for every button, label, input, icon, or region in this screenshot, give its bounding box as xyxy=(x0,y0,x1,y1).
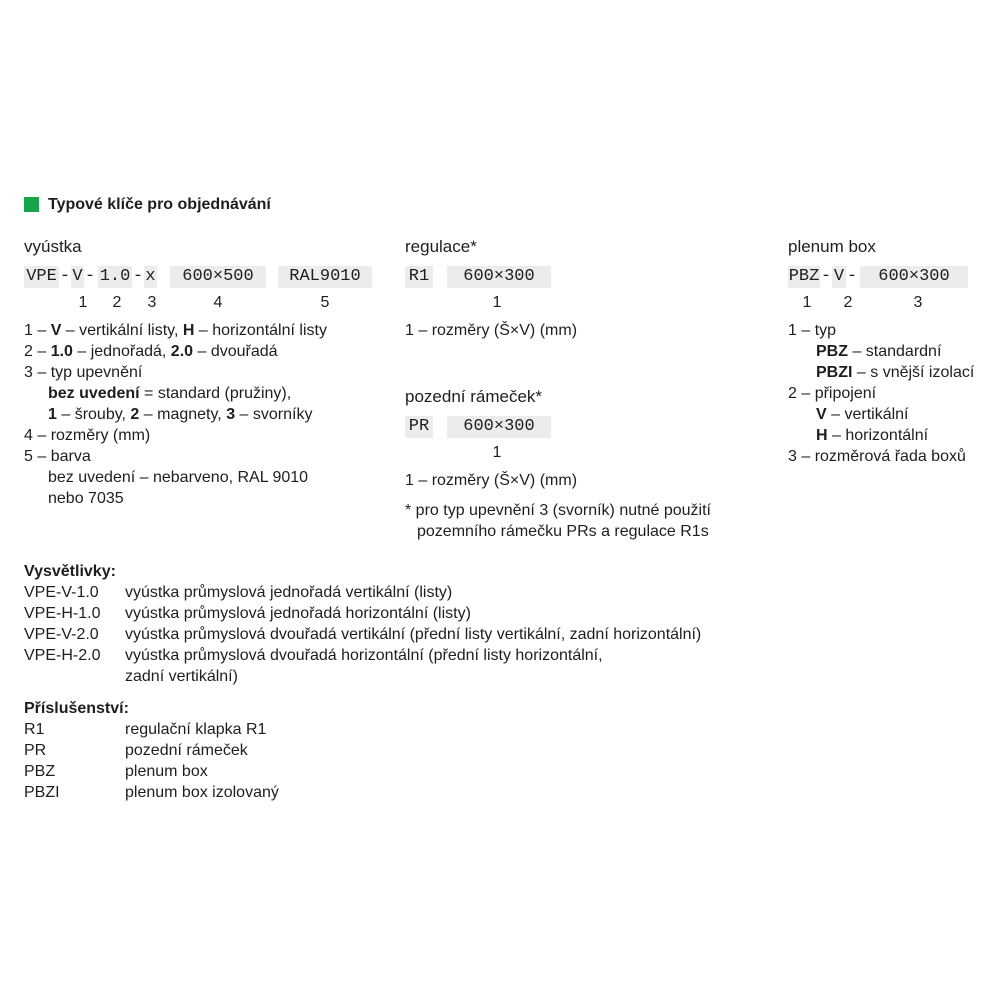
vyustka-legend xyxy=(24,320,384,509)
code-part-row: 1.0 xyxy=(99,267,131,286)
prislusenstvi-row: PBZI plenum box izolovaný xyxy=(24,784,279,801)
prislusenstvi-row: PR pozední rámeček xyxy=(24,742,248,759)
code-part-x: x xyxy=(145,267,156,286)
code-part-size: 600×300 xyxy=(860,266,968,288)
regulace-title: regulace* xyxy=(405,237,477,256)
code-part-pr: PR xyxy=(405,416,433,438)
legend-line: 1 – V – vertikální listy, H – horizontální listy xyxy=(24,322,327,339)
ramecek-block xyxy=(405,386,711,542)
code-number: 1 xyxy=(492,294,502,311)
legend-line: 3 – typ upevnění xyxy=(24,364,143,381)
legend-line: 3 – rozměrová řada boxů xyxy=(788,448,966,465)
code-sep: - xyxy=(59,267,71,286)
code-number: 3 xyxy=(913,294,923,311)
section-title: Typové klíče pro objednávání xyxy=(48,196,271,213)
plenum-block xyxy=(788,236,978,467)
legend-line: 2 – připojení xyxy=(788,385,877,402)
code-part-pbz: PBZ xyxy=(788,267,820,286)
code-sep: - xyxy=(132,267,144,286)
code-sep: - xyxy=(84,267,96,286)
code-number: 3 xyxy=(147,294,157,311)
code-part-size: 600×300 xyxy=(447,416,551,438)
vysvetlivky-row: VPE-V-1.0 vyústka průmyslová jednořadá vertikální (listy) xyxy=(24,584,453,601)
legend-line: PBZ – standardní xyxy=(816,343,942,360)
legend-line: H – horizontální xyxy=(816,427,929,444)
code-number: 1 xyxy=(78,294,88,311)
legend-line: bez uvedení = standard (pružiny), xyxy=(48,385,292,402)
vysvetlivky-title: Vysvětlivky: xyxy=(24,563,116,580)
code-number: 2 xyxy=(112,294,122,311)
green-square-icon xyxy=(24,197,39,212)
ramecek-title: pozední rámeček* xyxy=(405,387,543,406)
legend-line: 2 – 1.0 – jednořadá, 2.0 – dvouřadá xyxy=(24,343,278,360)
plenum-legend xyxy=(788,320,978,467)
ramecek-numbers xyxy=(405,442,555,464)
prislusenstvi-title: Příslušenství: xyxy=(24,700,129,717)
plenum-title: plenum box xyxy=(788,237,876,256)
code-number: 2 xyxy=(843,294,853,311)
vysvetlivky-block xyxy=(24,561,924,687)
code-sep: - xyxy=(820,267,832,286)
legend-line: PBZI – s vnější izolací xyxy=(816,364,975,381)
legend-line: nebo 7035 xyxy=(48,490,124,507)
ramecek-desc: 1 – rozměry (Š×V) (mm) xyxy=(405,472,578,489)
code-sep: - xyxy=(846,267,858,286)
prislusenstvi-block xyxy=(24,698,624,803)
legend-line: 4 – rozměry (mm) xyxy=(24,427,151,444)
code-part-r1: R1 xyxy=(405,266,433,288)
vyustka-title: vyústka xyxy=(24,237,82,256)
code-part-v: V xyxy=(833,267,845,286)
regulace-numbers xyxy=(405,292,555,314)
regulace-block xyxy=(405,236,577,341)
code-part-color: RAL9010 xyxy=(278,266,372,288)
regulace-code xyxy=(405,266,555,288)
vyustka-code xyxy=(24,266,384,288)
plenum-code xyxy=(788,266,978,288)
footnote-line: pozemního rámečku PRs a regulace R1s xyxy=(417,523,709,540)
footnote-line: * pro typ upevnění 3 (svorník) nutné použití xyxy=(405,502,711,519)
code-part-size: 600×500 xyxy=(170,266,266,288)
code-number: 5 xyxy=(320,294,330,311)
vyustka-numbers xyxy=(24,292,384,314)
vysvetlivky-row: VPE-V-2.0 vyústka průmyslová dvouřadá vertikální (přední listy vertikální, zadní horizontální) xyxy=(24,626,702,643)
prislusenstvi-row: R1 regulační klapka R1 xyxy=(24,721,267,738)
legend-line: 5 – barva xyxy=(24,448,91,465)
vysvetlivky-row: VPE-H-2.0 vyústka průmyslová dvouřadá horizontální (přední listy horizontální, xyxy=(24,647,603,664)
legend-line: 1 – šrouby, 2 – magnety, 3 – svorníky xyxy=(48,406,313,423)
prislusenstvi-row: PBZ plenum box xyxy=(24,763,208,780)
code-number: 1 xyxy=(492,444,502,461)
code-number: 1 xyxy=(802,294,812,311)
legend-line: bez uvedení – nebarveno, RAL 9010 xyxy=(48,469,309,486)
code-part-v: V xyxy=(72,267,83,286)
legend-line: V – vertikální xyxy=(816,406,909,423)
code-part-size: 600×300 xyxy=(447,266,551,288)
code-part-vpe: VPE xyxy=(24,266,59,288)
plenum-numbers xyxy=(788,292,978,314)
vysvetlivky-row: zadní vertikální) xyxy=(125,668,238,685)
code-number: 4 xyxy=(213,294,223,311)
vyustka-block xyxy=(24,236,384,509)
vysvetlivky-row: VPE-H-1.0 vyústka průmyslová jednořadá horizontální (listy) xyxy=(24,605,471,622)
ramecek-code xyxy=(405,416,555,438)
footnote xyxy=(405,500,711,542)
regulace-desc: 1 – rozměry (Š×V) (mm) xyxy=(405,322,578,339)
legend-line: 1 – typ xyxy=(788,322,837,339)
